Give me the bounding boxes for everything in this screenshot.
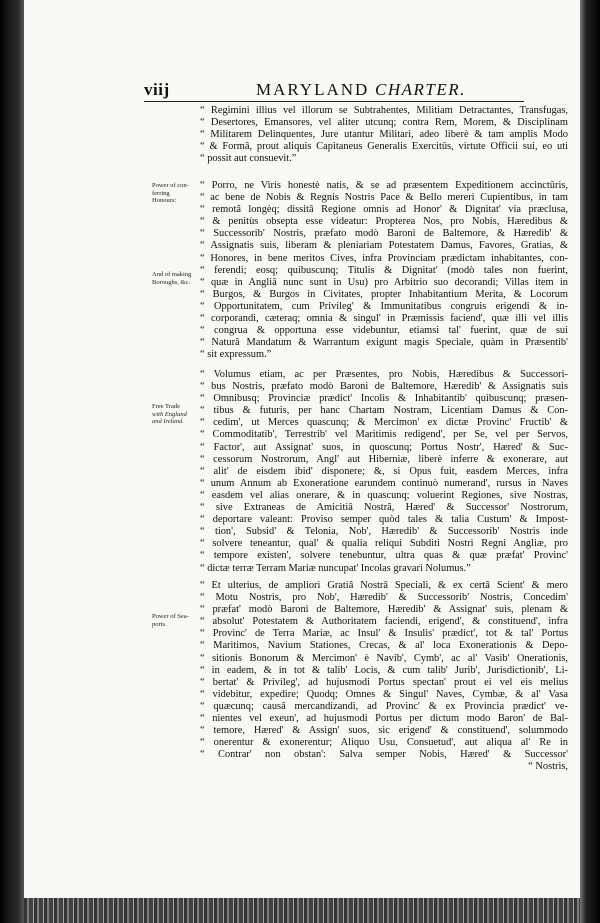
- text-line: “ Naturâ Mandatum & Warrantum exigunt magis Speciale, quàm in Præsentib': [200, 337, 568, 349]
- running-title-roman: MARYLAND: [256, 80, 370, 99]
- paragraph-free-trade: [200, 369, 568, 575]
- page-right-edge-shadow: [580, 0, 600, 923]
- page-bottom-edge: [24, 898, 580, 923]
- margin-note-line: Power of con-: [152, 182, 189, 189]
- text-line: “ Porro, ne Viris honestè natis, & se ad præsentem Expeditionem accinctûris,: [200, 180, 568, 191]
- margin-note-free-trade: [152, 403, 204, 426]
- text-line: “ Burgos, & Burgos in Civitates, propter Inhabitantium Merita, & Locorum: [200, 288, 568, 300]
- margin-note-boroughs: [152, 271, 204, 286]
- text-line: “ quæ in Angliâ nunc sunt in Usu) pro Arbitrio suo decorandi; Villas item in: [200, 276, 568, 288]
- text-line: “ temore, Hæred' & Assign' suos, sic erigend' & constituend', solummodo: [200, 725, 568, 737]
- text-line: “ in eadem, & in tot & talib' Locis, & cum talib' Jurib', Jurisdictionib', Li-: [200, 664, 568, 676]
- text-line: “ deportare valeant: Proviso semper quòd tales & talia Custum' & Impost-: [200, 514, 568, 526]
- catchword: “ Nostris,: [528, 761, 568, 773]
- page-left-edge-shadow: [0, 0, 24, 923]
- text-line: “ possit aut consuevit.”: [200, 153, 297, 165]
- text-line: “ nientes vel exeun', ad hujusmodi Portus per dictum modo Baron' de Bal-: [200, 713, 568, 725]
- text-line: “ unum Annum ab Exoneratione earundem continuò numerand', rursus in Naves: [200, 477, 568, 489]
- text-line: “ Successorib' Nostris, præfato modò Baroni de Baltemore, & Hæredib' &: [200, 228, 568, 240]
- margin-note-line: Honours:: [152, 197, 177, 204]
- page-number: viij: [144, 80, 170, 99]
- text-line: “ Contrar' non obstan': Salva semper Nobis, Hæred' & Successor': [200, 749, 568, 761]
- text-line: “ præfat' modò Baroni de Baltemore, Hæredib' & Assignat' suis, plenam &: [200, 604, 568, 616]
- text-line: “ solvere teneantur, qual' & qualia reliqui Subditi Nostri Regni Angliæ, pro: [200, 538, 568, 550]
- text-line: “ sive Extraneas de Amicitiâ Nostrâ, Hæred' & Successor' Nostrorum,: [200, 502, 568, 514]
- text-line: “ absolut' Potestatem & Authoritatem faciendi, erigend', & constituend', infra: [200, 616, 568, 628]
- text-line: “ quæcunq; causâ mercandizandi, ad Provinc' & ex Provincia prædict' ve-: [200, 700, 568, 712]
- text-line: “ Motu Nostris, pro Nob', Hæredib' & Successorib' Nostris, Concedim': [200, 592, 568, 604]
- margin-note-line: and Ireland.: [152, 418, 184, 425]
- text-line: “ tion', Subsid' & Telonia, Nob', Hæredib' & Successorib' Nostris inde: [200, 526, 568, 538]
- text-line: “ easdem vel alias onerare, & in quascunq; voluerint Regiones, sive Nostras,: [200, 489, 568, 501]
- margin-note-line: And of making: [152, 271, 192, 278]
- text-line: “ Volumus etiam, ac per Præsentes, pro Nobis, Hæredibus & Successori-: [200, 369, 568, 380]
- margin-note-line: Boroughs, &c.: [152, 278, 191, 286]
- text-line: “ cedim', ut Merces quascunq; & Mercimon' ex dictæ Provinc' Fructib' &: [200, 417, 568, 429]
- margin-note-line: with England: [152, 410, 187, 418]
- text-line: “ corporandi, cæteraq; omnia & singul' in Præmissis faciend', quæ illi vel illis: [200, 313, 568, 325]
- paragraph-honours: [200, 180, 568, 361]
- text-line: “ Honores, in bene meritos Cives, infra Provinciam prædictam inhabitantes, con-: [200, 252, 568, 264]
- text-line: “ tempore existen', solvere tenebuntur, ultra quas & quæ præfat' Provinc': [200, 550, 568, 562]
- margin-note-line: Free Trade: [152, 403, 180, 410]
- text-line: “ sitionis Bonorum & Mercimon' è Navib', Cymb', ac al' Vasib' Onerationis,: [200, 652, 568, 664]
- text-line: “ Commoditatib', Terrestrib' vel Maritimis redigend', per Se, vel per Servos,: [200, 429, 568, 441]
- text-line: “ alit' de eisdem ibid' disponere; &, si Opus fuit, easdem Merces, infra: [200, 465, 568, 477]
- text-line: “ Regimini illius vel illorum se Subtrahentes, Militiam Detractantes, Transfugas,: [200, 105, 568, 116]
- text-line: “ & Formâ, prout aliquis Capitaneus Generalis Exercitûs, virtute Officii sui, eo uti: [200, 141, 568, 153]
- text-line: “ Opportunitatem, cum Privileg' & Immunitatibus congruis erigendi & in-: [200, 300, 568, 312]
- text-line: “ dictæ terræ Terram Mariæ nuncupat' Incolas gravari Nolumus.”: [200, 562, 471, 574]
- margin-note-line: Power of Sea-: [152, 613, 189, 620]
- text-line: “ Provinc' de Terra Mariæ, ac Insul' & Insulis' prædict', tot & tal' Portus: [200, 628, 568, 640]
- text-line: “ ferendi; eosq; quibuscunq; Titulis & Dignitat' (modò tales non fuerint,: [200, 264, 568, 276]
- text-line: “ Desertores, Emansores, vel aliter utcunq; contra Rem, Morem, & Disciplinam: [200, 117, 568, 129]
- text-line: “ Militarem Delinquentes, Jure utantur Militari, adeo liberè & tam amplis Modo: [200, 129, 568, 141]
- text-line: “ bus Nostris, præfato modò Baroni de Baltemore, Hæredib' & Assignatis suis: [200, 381, 568, 393]
- text-line: “ Assignatis suis, liberam & pleniariam Potestatem Damus, Favores, Gratias, &: [200, 240, 568, 252]
- text-line: “ Maritimos, Navium Stationes, Crecas, & al' loca Exonerationis & Depo-: [200, 640, 568, 652]
- paragraph-militia: [200, 105, 568, 165]
- text-line: “ videbitur, expedire; Quodq; Omnes & Singul' Naves, Cymbæ, & al' Vasa: [200, 688, 568, 700]
- paragraph-seaports: [200, 580, 568, 774]
- text-line: “ ac bene de Nobis & Regnis Nostris Pace & Bello mereri Cupientibus, in tam: [200, 192, 568, 204]
- text-line: “ & penitùs obsepta esse videatur: Propterea Nos, pro Nobis, Hæredibus &: [200, 216, 568, 228]
- header-rule: [144, 101, 524, 102]
- text-line: “ sit expressum.”: [200, 349, 272, 361]
- text-line: “ Factor', aut Assignat' suos, in quoscunq; Portus Nostr', Hæred' & Suc-: [200, 441, 568, 453]
- margin-note-line: ports.: [152, 620, 167, 628]
- text-line: “ tibus & futuris, per hanc Chartam Nostram, Licentiam Damus & Con-: [200, 405, 568, 417]
- running-title: [256, 80, 466, 100]
- margin-note-honours: [152, 182, 204, 205]
- text-line: “ cessorum Nostrorum, Angl' aut Hiberniæ, liberè inferre & exonerare, aut: [200, 453, 568, 465]
- margin-note-line: ferring: [152, 189, 170, 197]
- text-line: “ onerentur & exonerentur; Aliquo Usu, Consuetud', aut aliqua al' Re in: [200, 737, 568, 749]
- text-line: “ Omnibusq; Provinciæ prædict' Incolis & Inhabitantib' quibuscunq; præsen-: [200, 393, 568, 405]
- margin-note-seaports: [152, 613, 204, 628]
- text-line: “ Et ulterius, de ampliori Gratiâ Nostrâ Speciali, & ex certâ Scient' & mero: [200, 580, 568, 591]
- text-line: “ congrua & opportuna esse videbuntur, etiamsi tal' fuerint, quæ de sui: [200, 325, 568, 337]
- text-line: “ bertat' & Privileg', ad hujusmodi Portus spectan' prout ei vel eis melius: [200, 676, 568, 688]
- running-title-italic: CHARTER.: [375, 80, 466, 99]
- text-line: “ remotâ longèq; dissitâ Regione omnis ad Honor' & Dignitat' via præclusa,: [200, 204, 568, 216]
